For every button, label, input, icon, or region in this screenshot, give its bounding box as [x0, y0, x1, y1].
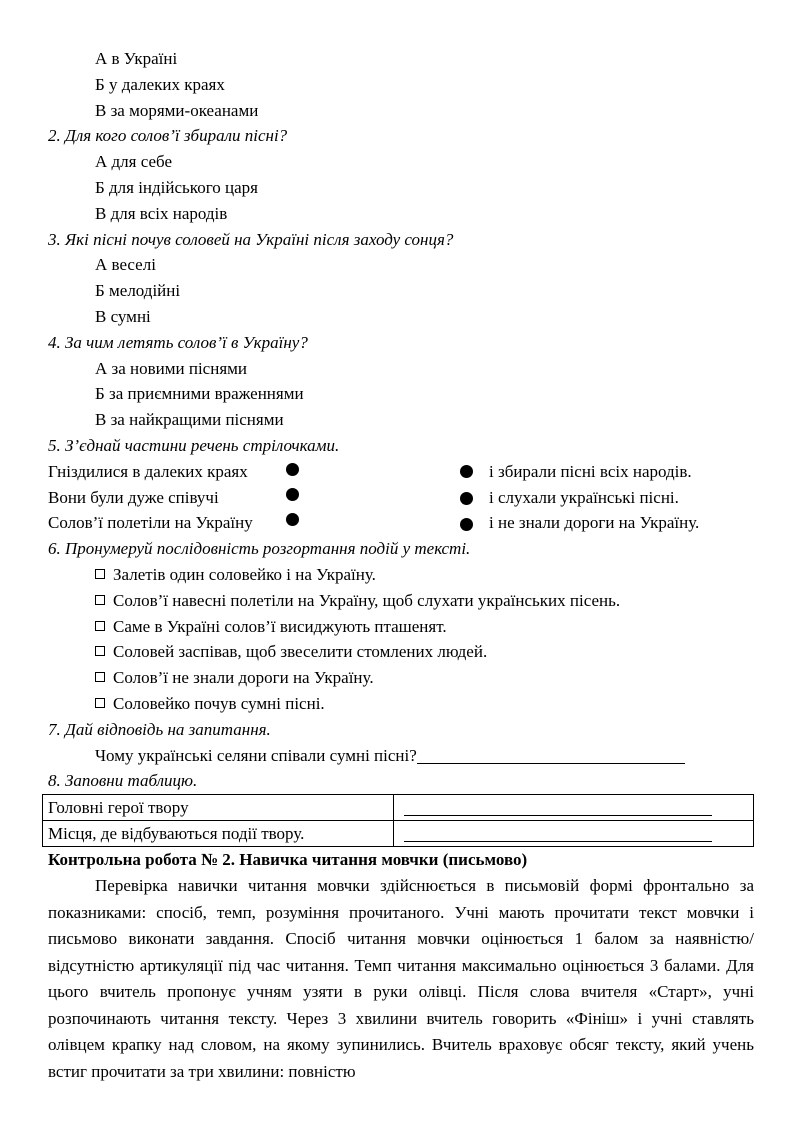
match-left-3: Солов’ї полетіли на Україну: [48, 513, 253, 533]
match-row: [48, 459, 754, 485]
checkbox-icon[interactable]: [95, 646, 105, 656]
q4-question: 4. За чим летять солов’ї в Україну?: [48, 332, 308, 352]
q4-option-b: Б за приємними враженнями: [95, 384, 304, 404]
checkbox-icon[interactable]: [95, 621, 105, 631]
checkbox-icon[interactable]: [95, 595, 105, 605]
match-dot-right-1[interactable]: [460, 465, 473, 478]
q5-question: 5. З’єднай частини речень стрілочками.: [48, 435, 340, 455]
table-row: [43, 795, 754, 821]
q4-option-a: А за новими піснями: [95, 358, 248, 378]
match-dot-left-1[interactable]: [286, 463, 299, 476]
checkbox-icon[interactable]: [95, 698, 105, 708]
table-cell-label: Головні герої твору: [43, 795, 394, 821]
answer-blank[interactable]: [417, 746, 685, 764]
q4-option-c: В за найкращими піснями: [95, 410, 284, 430]
body-paragraph: Перевірка навички читання мовчки здійснюється в письмовій формі фронтально за показниками: спосіб, темп, розуміння прочитаного. Учні мають прочитати текст мовчки і письмово виконати завдання. Спосіб читання мовчки оцінюється 1 балом за наявністю/відсутністю артикуляції під час читання. Темп читання максимально оцінюється 3 балами. Для цього вчитель пропонує учням узяти в руки олівці. Після слова вчителя «Старт», учні розпочинають читання тексту. Через 3 хвилини вчитель говорить «Фініш» і учні ставлять олівцем крапку над словом, на якому зупинились. Вчитель враховує обсяг тексту, який учень встиг прочитати за три хвилини: повністю: [48, 876, 754, 1081]
q3-option-a: А веселі: [95, 255, 156, 275]
q3-question: 3. Які пісні почув соловей на Україні після заходу сонця?: [48, 229, 454, 249]
match-dot-left-2[interactable]: [286, 488, 299, 501]
q1-option-c: В за морями-океанами: [95, 100, 259, 120]
q2-option-c: В для всіх народів: [95, 203, 228, 223]
worksheet-page: [48, 46, 754, 1085]
q2-question: 2. Для кого солов’ї збирали пісні?: [48, 126, 288, 146]
match-dot-right-2[interactable]: [460, 492, 473, 505]
q1-option-b: Б у далеких краях: [95, 74, 225, 94]
sequence-item: Солов’ї не знали дороги на Україну.: [48, 665, 754, 691]
match-right-2: і слухали українські пісні.: [489, 487, 679, 507]
checkbox-icon[interactable]: [95, 672, 105, 682]
sequence-item: Саме в Україні солов’ї висиджують пташенят.: [48, 614, 754, 640]
q1-option-a: А в Україні: [95, 49, 178, 68]
sequence-item: Соловей заспівав, щоб звеселити стомлених людей.: [48, 639, 754, 665]
sequence-item: Соловейко почув сумні пісні.: [48, 691, 754, 717]
match-row: [48, 510, 754, 536]
q3-option-c: В сумні: [95, 306, 151, 326]
table-cell-answer[interactable]: [394, 795, 754, 821]
q7-answer-line: Чому українські селяни співали сумні пісні?: [48, 743, 754, 769]
match-right-3: і не знали дороги на Україну.: [489, 513, 700, 533]
table-cell-answer[interactable]: [394, 821, 754, 847]
sequence-item: Солов’ї навесні полетіли на Україну, щоб слухати українських пісень.: [48, 588, 754, 614]
answer-blank[interactable]: [404, 798, 712, 816]
table-cell-label: Місця, де відбуваються події твору.: [43, 821, 394, 847]
table-row: [43, 821, 754, 847]
q8-question: 8. Заповни таблицю.: [48, 771, 198, 791]
section-title: Контрольна робота № 2. Навичка читання мовчки (письмово): [48, 850, 528, 870]
match-dot-left-3[interactable]: [286, 513, 299, 526]
match-right-1: і збирали пісні всіх народів.: [489, 461, 692, 481]
checkbox-icon[interactable]: [95, 569, 105, 579]
match-left-2: Вони були дуже співучі: [48, 487, 219, 507]
q6-question: 6. Пронумеруй послідовність розгортання подій у тексті.: [48, 539, 471, 559]
fill-table: [42, 794, 754, 847]
q2-option-b: Б для індійського царя: [95, 177, 258, 197]
match-row: [48, 485, 754, 511]
q7-question: 7. Дай відповідь на запитання.: [48, 719, 271, 739]
match-left-1: Гніздилися в далеких краях: [48, 461, 248, 481]
q3-option-b: Б мелодійні: [95, 281, 181, 301]
answer-blank[interactable]: [404, 824, 712, 842]
q2-option-a: А для себе: [95, 152, 172, 172]
match-dot-right-3[interactable]: [460, 518, 473, 531]
sequence-item: Залетів один соловейко і на Україну.: [48, 562, 754, 588]
